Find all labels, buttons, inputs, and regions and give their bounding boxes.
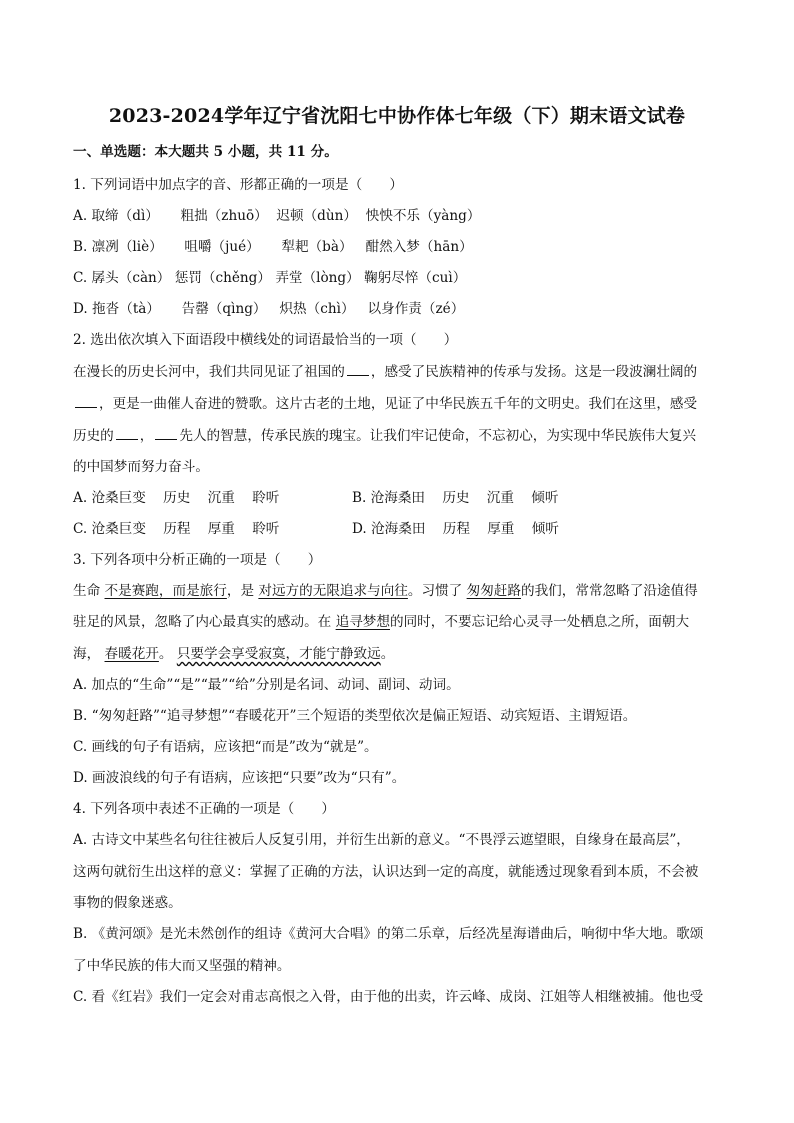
q2-text: ，感受了民族精神的传承与发扬。这是一段波澜壮阔的 — [370, 364, 698, 380]
q2-a-4: 聆听 — [252, 490, 280, 506]
q1-c-4: 鞠躬尽悴（cuì） — [364, 270, 467, 286]
q2-b-2: 历史 — [442, 490, 470, 506]
q2-c-1: C. 沧桑巨变 — [73, 521, 146, 537]
q3-underlined-text: 对远方的无限追求与向往 — [258, 583, 408, 599]
q2-text: 历史的 — [73, 428, 114, 444]
section-heading: 一、单选题：本大题共 5 小题，共 11 分。 — [73, 144, 338, 160]
q1-a-3: 迟顿（dùn） — [276, 208, 357, 224]
q2-option-a — [73, 488, 279, 508]
q3-underlined-text: 不是赛跑，而是旅行 — [104, 583, 227, 599]
q2-passage-line-2 — [73, 394, 697, 414]
fill-blank — [155, 427, 177, 440]
q3-text: 。 — [380, 646, 395, 662]
q2-a-3: 沉重 — [207, 490, 235, 506]
q1-b-4: 酣然入梦（hān） — [365, 239, 473, 255]
q3-passage-line-1 — [73, 581, 698, 601]
q3-text: 海， — [73, 646, 101, 662]
q3-underlined-text: 追寻梦想 — [335, 614, 390, 630]
q3-passage-line-2 — [73, 612, 689, 632]
q4-option-a-line-2: 这两句就衍生出这样的意义：掌握了正确的方法，认识达到一定的高度，就能透过现象看到本质，不会被 — [73, 864, 699, 880]
q2-a-1: A. 沧桑巨变 — [73, 490, 146, 506]
q1-d-1: D. 拖沓（tà） — [73, 301, 160, 317]
q1-d-4: 以身作责（zé） — [367, 301, 465, 317]
q4-option-a-line-1: A. 古诗文中某些名句往往被后人反复引用，并衍生出新的意义。“不畏浮云遮望眼，自缘身在最高层”， — [73, 832, 690, 848]
q2-text: ，更是一曲催人奋进的赞歌。这片古老的土地，见证了中华民族五千年的文明史。我们在这里，感受 — [99, 396, 698, 412]
q2-b-4: 倾听 — [531, 490, 559, 506]
q1-option-c — [73, 268, 466, 288]
q2-passage-line-4: 的中国梦而努力奋斗。 — [73, 459, 209, 475]
fill-blank — [347, 363, 369, 376]
q1-b-1: B. 凛冽（liè） — [73, 239, 163, 255]
q2-a-2: 历史 — [163, 490, 191, 506]
q4-option-a-line-3: 事物的假象迷惑。 — [73, 895, 182, 911]
q1-a-1: A. 取缔（dì） — [73, 208, 159, 224]
q1-c-3: 弄堂（lòng） — [275, 270, 360, 286]
q3-text: 。习惯了 — [407, 583, 463, 599]
q1-c-1: C. 孱头（càn） — [73, 270, 171, 286]
q3-text: 的我们，常常忽略了沿途值得 — [520, 583, 698, 599]
q3-underlined-text: 春暖花开 — [104, 646, 159, 662]
q2-b-3: 沉重 — [486, 490, 514, 506]
q2-c-4: 聆听 — [252, 521, 280, 537]
q3-option-c: C. 画线的句子有语病，应该把“而是”改为“就是”。 — [73, 739, 378, 755]
q2-c-3: 厚重 — [207, 521, 235, 537]
q2-option-c — [73, 519, 279, 539]
q2-d-1: D. 沧海桑田 — [352, 521, 426, 537]
exam-title: 2023-2024学年辽宁省沈阳七中协作体七年级（下）期末语文试卷 — [108, 105, 686, 127]
q4-option-b-line-2: 了中华民族的伟大而又坚强的精神。 — [73, 958, 291, 974]
q2-text: ， — [139, 428, 154, 444]
q2-c-2: 历程 — [163, 521, 191, 537]
q3-text: 生命 — [73, 583, 101, 599]
q1-a-4: 怏怏不乐（yàng） — [365, 208, 481, 224]
q3-wavy-underlined-text: 只要学会享受寂寞，才能宁静致远 — [176, 646, 381, 662]
q3-text: ，是 — [226, 583, 255, 599]
q2-d-4: 倾听 — [531, 521, 559, 537]
q1-b-3: 犁耙（bà） — [281, 239, 353, 255]
q2-text: 在漫长的历史长河中，我们共同见证了祖国的 — [73, 364, 345, 380]
q1-a-2: 粗拙（zhuō） — [180, 208, 268, 224]
q4-option-b-line-1: B. 《黄河颂》是光未然创作的组诗《黄河大合唱》的第二乐章，后经冼星海谱曲后，响彻中华大地。歌颂 — [73, 926, 704, 942]
q3-option-b: B. “匆匆赶路”“追寻梦想”“春暖花开”三个短语的类型依次是偏正短语、动宾短语、主谓短语。 — [73, 708, 637, 724]
q2-d-2: 历程 — [442, 521, 470, 537]
q2-d-3: 厚重 — [487, 521, 515, 537]
q1-option-b — [73, 237, 473, 257]
q3-passage-line-3 — [73, 644, 394, 664]
q3-text: 。 — [158, 646, 173, 662]
q2-option-b — [352, 488, 558, 508]
q1-d-2: 告罄（qìng） — [181, 301, 267, 317]
q4-stem: 4. 下列各项中表述不正确的一项是（ ） — [73, 801, 335, 817]
q2-passage-line-1 — [73, 362, 697, 382]
q2-text: 先人的智慧，传承民族的瑰宝。让我们牢记使命，不忘初心，为实现中华民族伟大复兴 — [179, 428, 696, 444]
q3-text: 的同时，不要忘记给心灵寻一处栖息之所，面朝大 — [389, 614, 690, 630]
q2-option-d — [352, 519, 559, 539]
q1-b-2: 咀嚼（jué） — [184, 239, 260, 255]
q3-option-d: D. 画波浪线的句子有语病，应该把“只要”改为“只有”。 — [73, 770, 406, 786]
fill-blank — [75, 395, 97, 408]
q1-option-a — [73, 206, 480, 226]
q1-d-3: 炽热（chì） — [279, 301, 355, 317]
q1-c-2: 惩罚（chěng） — [174, 270, 271, 286]
q1-stem: 1. 下列词语中加点字的音、形都正确的一项是（ ） — [73, 177, 403, 193]
q3-text: 驻足的风景，忽略了内心最真实的感动。在 — [73, 614, 332, 630]
q3-underlined-text: 匆匆赶路 — [466, 583, 521, 599]
q4-option-c-line-1: C. 看《红岩》我们一定会对甫志高恨之入骨，由于他的出卖，许云峰、成岗、江姐等人相继被捕。他也受 — [73, 989, 704, 1005]
q2-b-1: B. 沧海桑田 — [352, 490, 426, 506]
q1-option-d — [73, 299, 464, 319]
q3-stem: 3. 下列各项中分析正确的一项是（ ） — [73, 552, 322, 568]
q2-stem: 2. 选出依次填入下面语段中横线处的词语最恰当的一项（ ） — [73, 332, 458, 348]
q2-passage-line-3 — [73, 426, 696, 446]
q3-option-a: A. 加点的“生命”“是”“最”“给”分别是名词、动词、副词、动词。 — [73, 677, 460, 693]
fill-blank — [116, 427, 138, 440]
